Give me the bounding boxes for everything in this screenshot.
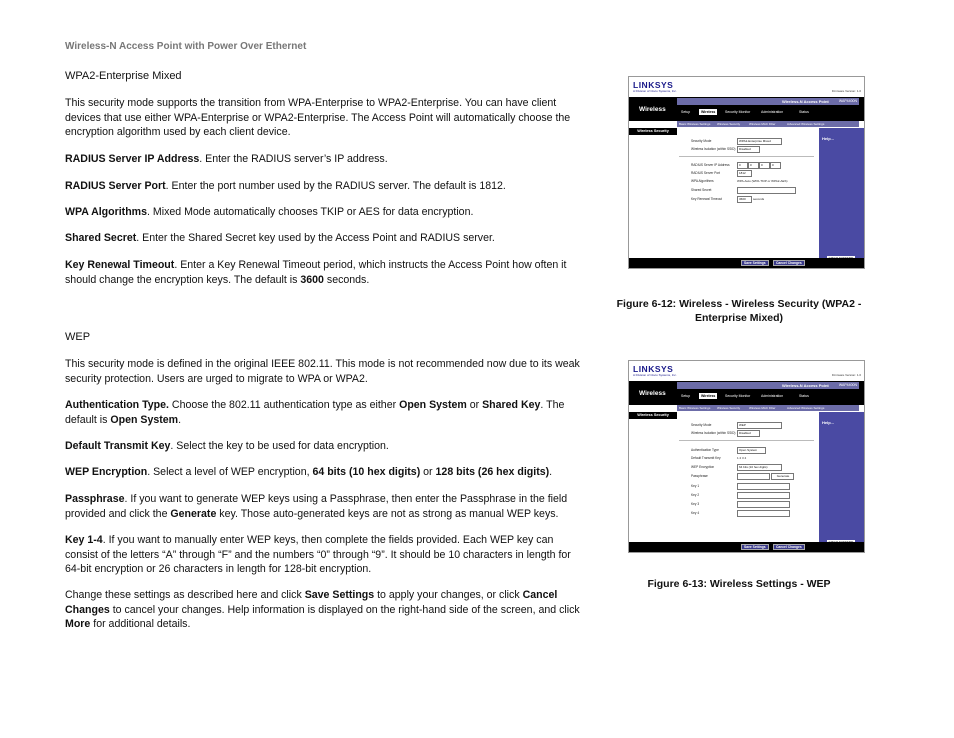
model-name: WAP4400N [838, 383, 857, 387]
sub-tabs [677, 405, 859, 411]
ip-octet-4[interactable]: 0 [770, 162, 781, 169]
final-more: More [65, 618, 91, 630]
label-isolation: Wireless Isolation (within SSID) [691, 431, 736, 435]
subtab-basic[interactable]: Basic Wireless Settings [679, 406, 711, 410]
text-key-renewal-end: seconds. [323, 273, 370, 286]
main-tabs [677, 392, 859, 402]
para-key-renewal [65, 258, 587, 287]
ip-octet-1[interactable]: 0 [737, 162, 748, 169]
final-a: Change these settings as described here and click [65, 589, 305, 601]
label-key-2: Key 2 [691, 493, 700, 497]
para-auth-type [65, 398, 587, 427]
para-shared-secret [65, 231, 587, 246]
subtab-mac-filter[interactable]: Wireless MAC Filter [749, 122, 776, 126]
button-bar [629, 258, 864, 268]
fig12-caption-line2: Enterprise Mixed) [694, 312, 784, 324]
auth-type-select[interactable]: Open System [737, 447, 766, 454]
default-key-radios[interactable]: 1 2 3 4 [737, 456, 747, 460]
product-bar [677, 98, 859, 105]
cancel-changes-button[interactable]: Cancel Changes [773, 544, 805, 550]
product-title: Wireless-N Access Point [782, 383, 829, 388]
term-radius-port: RADIUS Server Port [65, 180, 166, 192]
enc-or: or [420, 466, 436, 478]
enc-opt-64: 64 bits (10 hex digits) [312, 466, 421, 478]
para-final [65, 588, 587, 632]
security-mode-select[interactable]: WEP [737, 422, 782, 429]
label-radius-port: RADIUS Server Port [691, 171, 721, 175]
subtab-advanced[interactable]: Advanced Wireless Settings [787, 406, 825, 410]
final-save: Save Settings [304, 589, 375, 601]
tab-security-monitor[interactable]: Security Monitor [725, 110, 751, 114]
label-default-key: Default Transmit Key [691, 456, 721, 460]
button-bar [629, 542, 864, 552]
cancel-changes-button[interactable]: Cancel Changes [773, 260, 805, 266]
term-passphrase: Passphrase [65, 493, 125, 505]
para-radius-port [65, 179, 587, 194]
auth-mid: . The default is [65, 399, 565, 426]
isolation-select[interactable]: Disabled [737, 146, 760, 153]
wpa2-intro [65, 96, 587, 140]
help-link[interactable]: Help... [822, 420, 835, 425]
final-d: for additional details. [90, 618, 191, 630]
wpa-algorithms-value: WPA-Auto (WPA-TKIP or WPA2-AES) [737, 179, 788, 183]
seconds-label: seconds [753, 197, 765, 201]
subtab-mac-filter[interactable]: Wireless MAC Filter [749, 406, 776, 410]
tab-wireless[interactable]: Wireless [701, 110, 716, 114]
section-title-wep: WEP [65, 331, 91, 343]
auth-end: . [178, 413, 182, 426]
final-cancel: Cancel Changes [65, 589, 558, 616]
isolation-select[interactable]: Disabled [737, 430, 760, 437]
term-auth-type: Authentication Type. [65, 399, 169, 411]
text-passphrase: . If you want to generate WEP keys using a Passphrase, then enter the Passphrase in the field provided and click the [65, 493, 568, 520]
tab-security-monitor[interactable]: Security Monitor [725, 394, 751, 398]
linksys-logo: LINKSYS [633, 80, 674, 90]
key-4-input[interactable] [737, 510, 790, 517]
label-wep-encryption: WEP Encryption [691, 465, 715, 469]
radius-port-input[interactable]: 1812 [737, 170, 752, 177]
tab-status[interactable]: Status [799, 394, 809, 398]
auth-opt-shared: Shared Key [482, 399, 541, 411]
text-shared-secret: . Enter the Shared Secret key used by the Access Point and RADIUS server. [136, 232, 495, 244]
wep-intro-text: This security mode is defined in the original IEEE 802.11. This mode is not recommended now due to its weak security protection. Users are urged to migrate to WPA or WPA2. [65, 358, 580, 385]
fig12-caption-line1: Figure 6-12: Wireless - Wireless Security (WPA2 - [616, 298, 862, 310]
model-name: WAP4400N [838, 99, 857, 103]
firmware-version: Firmware Version: 1.0 [831, 373, 861, 377]
term-keys: Key 1-4 [65, 534, 103, 546]
section-name: Wireless [639, 106, 666, 113]
figure-6-13-screenshot [628, 360, 865, 553]
enc-opt-128: 128 bits (26 hex digits) [435, 466, 550, 478]
security-mode-select[interactable]: WPA2-Enterprise Mixed [737, 138, 782, 145]
label-security-mode: Security Mode [691, 139, 712, 143]
section-title-wpa2: WPA2-Enterprise Mixed [65, 70, 182, 82]
wep-encryption-select[interactable]: 64 bits (10 hex digits) [737, 464, 782, 471]
main-tabs [677, 108, 859, 118]
left-label: Wireless Security [629, 412, 677, 419]
text-wpa-algorithms: . Mixed Mode automatically chooses TKIP or AES for data encryption. [147, 206, 474, 218]
term-shared-secret: Shared Secret [65, 232, 137, 244]
label-key-renewal: Key Renewal Timeout [691, 197, 723, 201]
label-isolation: Wireless Isolation (within SSID) [691, 147, 736, 151]
label-key-4: Key 4 [691, 511, 700, 515]
label-key-1: Key 1 [691, 484, 700, 488]
enc-end: . [549, 466, 553, 478]
key-3-input[interactable] [737, 501, 790, 508]
ip-octet-2[interactable]: 0 [748, 162, 759, 169]
para-wpa-algorithms [65, 205, 587, 220]
running-header: Wireless-N Access Point with Power Over Ethernet [65, 41, 307, 52]
final-c: to cancel your changes. Help information is displayed on the right-hand side of the screen, and click [109, 603, 580, 616]
label-auth-type: Authentication Type [691, 448, 719, 452]
para-wep-encryption [65, 465, 587, 480]
product-bar [677, 382, 859, 389]
term-radius-ip: RADIUS Server IP Address [65, 153, 200, 165]
term-default-key: Default Transmit Key [65, 440, 171, 452]
help-link[interactable]: Help... [822, 136, 835, 141]
firmware-version: Firmware Version: 1.0 [831, 89, 861, 93]
para-keys [65, 533, 587, 577]
figure-6-12-caption [600, 297, 878, 325]
label-passphrase: Passphrase [691, 474, 708, 478]
key-1-input[interactable] [737, 483, 790, 490]
term-wpa-algorithms: WPA Algorithms [65, 206, 147, 218]
generate-button[interactable]: Generate [771, 473, 794, 480]
para-default-key [65, 439, 587, 454]
key-2-input[interactable] [737, 492, 790, 499]
passphrase-input[interactable] [737, 473, 770, 480]
text-wep-encryption: . Select a level of WEP encryption, [147, 466, 313, 478]
text-default-key: . Select the key to be used for data encryption. [170, 440, 389, 452]
auth-default: Open System [110, 413, 179, 426]
text-radius-port: . Enter the port number used by the RADIUS server. The default is 1812. [165, 180, 506, 192]
subtab-advanced[interactable]: Advanced Wireless Settings [787, 122, 825, 126]
logo-subtitle: A Division of Cisco Systems, Inc. [633, 89, 677, 93]
save-settings-button[interactable]: Save Settings [741, 260, 769, 266]
term-wep-encryption: WEP Encryption [65, 466, 148, 478]
tab-setup[interactable]: Setup [681, 110, 691, 114]
product-title: Wireless-N Access Point [782, 99, 829, 104]
left-label: Wireless Security [629, 128, 677, 135]
ip-octet-3[interactable]: 0 [759, 162, 770, 169]
figure-6-13-caption: Figure 6-13: Wireless Settings - WEP [647, 578, 831, 590]
text-key-renewal: . Enter a Key Renewal Timeout period, which instructs the Access Point how often it should change the encryption keys. The default is [65, 259, 567, 286]
auth-or: or [466, 399, 483, 411]
para-radius-ip [65, 152, 587, 167]
help-panel [819, 412, 864, 553]
wpa2-intro-text: This security mode supports the transition from WPA-Enterprise to WPA2-Enterprise. You can have client devices that use either WPA-Enterprise or WPA2-Enterprise. The Access Point will automatically choose the encryption algorithm used by each client device. [65, 97, 571, 138]
left-column [629, 412, 677, 553]
auth-opt-open: Open System [399, 399, 467, 411]
logo-subtitle: A Division of Cisco Systems, Inc. [633, 373, 677, 377]
figure-6-12-screenshot [628, 76, 865, 269]
wep-intro [65, 357, 587, 386]
form-divider [679, 156, 814, 157]
subtab-basic[interactable]: Basic Wireless Settings [679, 122, 711, 126]
tab-administration[interactable]: Administration [761, 110, 784, 114]
subtab-security[interactable]: Wireless Security [717, 406, 741, 410]
help-panel [819, 128, 864, 269]
text-keys: . If you want to manually enter WEP keys, then complete the fields provided. Each WEP key can consist of the letters “A” through “F” and the numbers “0” through “9”. It should be 10 characters in length for 64-bit encryption or 26 characters in length for 128-bit encryption. [65, 534, 571, 575]
final-b: to apply your changes, or click [374, 589, 523, 601]
label-key-3: Key 3 [691, 502, 700, 506]
left-column [629, 128, 677, 269]
term-key-renewal: Key Renewal Timeout [65, 259, 175, 271]
key-renewal-default: 3600 [300, 273, 324, 286]
tab-wireless[interactable]: Wireless [701, 394, 716, 398]
tab-setup[interactable]: Setup [681, 394, 691, 398]
text-passphrase-end: key. Those auto-generated keys are not as strong as manual WEP keys. [216, 507, 559, 520]
form-divider [679, 440, 814, 441]
text-radius-ip: . Enter the RADIUS server’s IP address. [199, 153, 388, 165]
sub-tabs [677, 121, 859, 127]
label-radius-ip: RADIUS Server IP Address [691, 163, 730, 167]
text-auth-type: Choose the 802.11 authentication type as either [168, 399, 400, 411]
key-renewal-input[interactable]: 3600 [737, 196, 752, 203]
linksys-logo: LINKSYS [633, 364, 674, 374]
section-name: Wireless [639, 390, 666, 397]
para-passphrase [65, 492, 587, 521]
tab-administration[interactable]: Administration [761, 394, 784, 398]
save-settings-button[interactable]: Save Settings [741, 544, 769, 550]
label-shared-secret: Shared Secret [691, 188, 712, 192]
label-security-mode: Security Mode [691, 423, 712, 427]
tab-status[interactable]: Status [799, 110, 809, 114]
subtab-security[interactable]: Wireless Security [717, 122, 741, 126]
generate-term: Generate [170, 507, 217, 520]
label-wpa-algorithms: WPA Algorithms [691, 179, 714, 183]
shared-secret-input[interactable] [737, 187, 796, 194]
